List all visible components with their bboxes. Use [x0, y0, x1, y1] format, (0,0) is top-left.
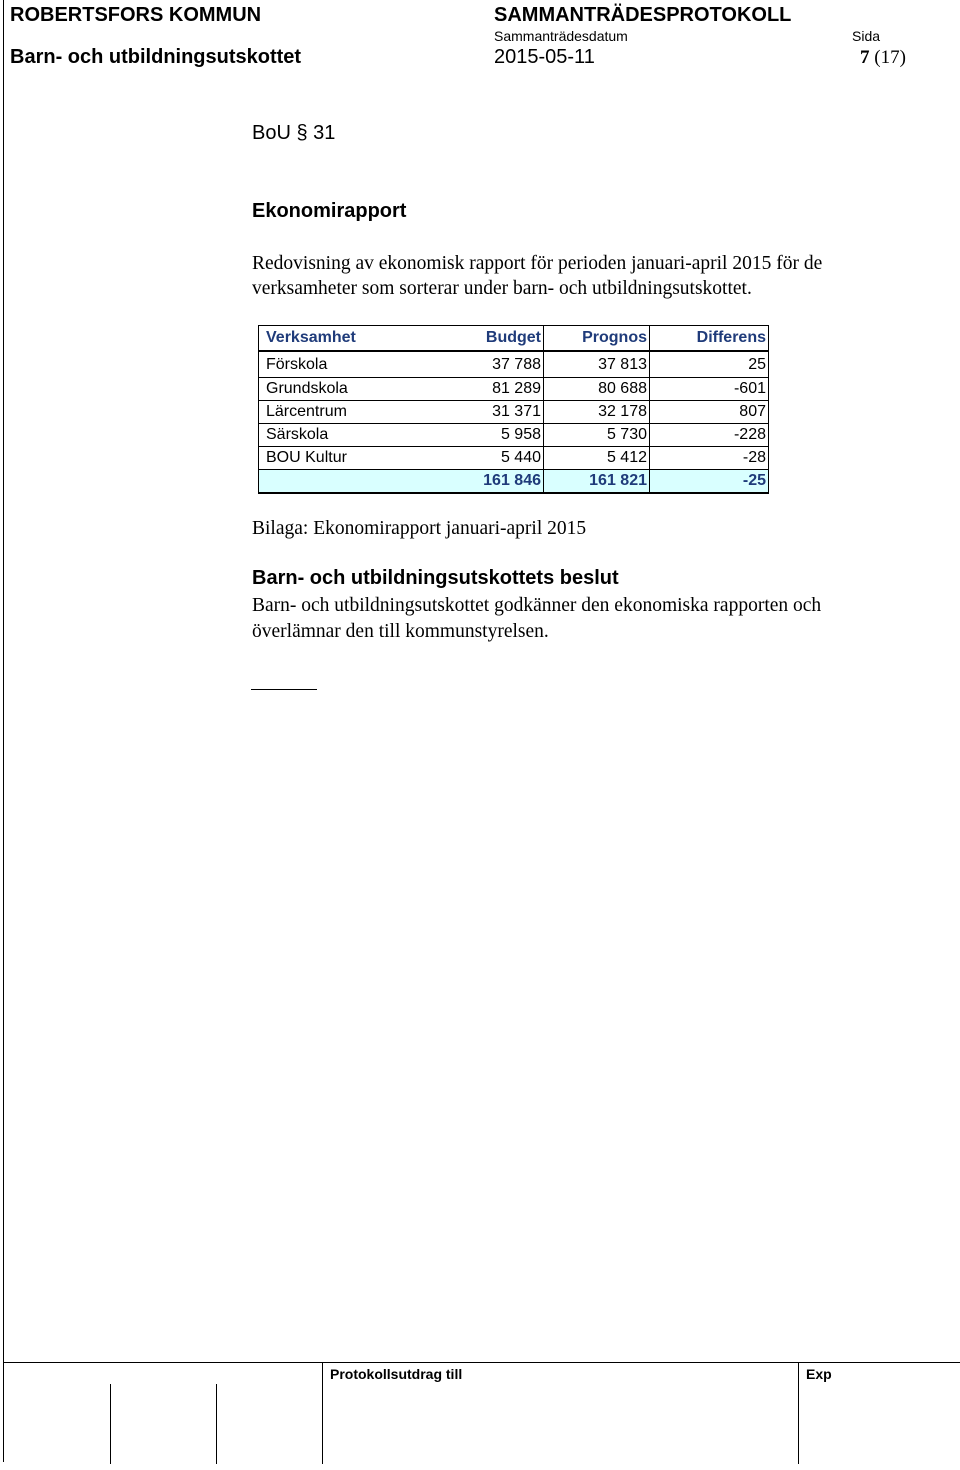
total-prognos: 161 821 [544, 470, 650, 494]
decision-line-1: Barn- och utbildningsutskottet godkänner den ekonomiska rapporten och [252, 595, 822, 616]
cell-budget: 31 371 [468, 401, 544, 424]
intro-line-2: verksamheter som sorterar under barn- och utbildningsutskottet. [252, 278, 752, 299]
cell-budget: 81 289 [468, 378, 544, 401]
cell-differens: 807 [650, 401, 769, 424]
meeting-date-label: Sammanträdesdatum [494, 28, 628, 44]
page-label: Sida [852, 28, 881, 44]
decision-line-2: överlämnar den till kommunstyrelsen. [252, 621, 549, 642]
cell-verksamhet: BOU Kultur [259, 447, 469, 470]
cell-differens: -228 [650, 424, 769, 447]
cell-differens: -601 [650, 378, 769, 401]
cell-prognos: 5 730 [544, 424, 650, 447]
cell-budget: 5 440 [468, 447, 544, 470]
municipality-name: ROBERTSFORS KOMMUN [10, 4, 262, 26]
meeting-date: 2015-05-11 [494, 46, 595, 68]
committee-name: Barn- och utbildningsutskottet [10, 46, 302, 68]
cell-prognos: 37 813 [544, 351, 650, 378]
section-number: BoU § 31 [252, 122, 336, 144]
table-row [259, 401, 769, 424]
attachment-note: Bilaga: Ekonomirapport januari-april 2015 [252, 518, 587, 539]
cell-verksamhet: Förskola [259, 351, 469, 378]
cell-verksamhet: Lärcentrum [259, 401, 469, 424]
cell-verksamhet: Särskola [259, 424, 469, 447]
decision-paragraph [252, 593, 821, 645]
cell-verksamhet: Grundskola [259, 378, 469, 401]
table-row [259, 351, 769, 378]
total-differens: -25 [650, 470, 769, 494]
intro-line-1: Redovisning av ekonomisk rapport för perioden januari-april 2015 för de [252, 253, 823, 274]
cell-prognos: 5 412 [544, 447, 650, 470]
section-heading: Ekonomirapport [252, 200, 407, 222]
left-margin-line [3, 0, 4, 1462]
cell-prognos: 32 178 [544, 401, 650, 424]
table-row [259, 424, 769, 447]
footer-divider-3 [322, 1362, 323, 1464]
table-row [259, 447, 769, 470]
document-title: SAMMANTRÄDESPROTOKOLL [494, 4, 792, 26]
footer-divider-2 [216, 1384, 217, 1464]
col-header-verksamhet: Verksamhet [259, 326, 469, 352]
page-current: 7 [860, 47, 870, 68]
page-number [860, 47, 906, 69]
extract-recipients-label: Protokollsutdrag till [330, 1366, 463, 1382]
table-row [259, 378, 769, 401]
cell-budget: 5 958 [468, 424, 544, 447]
total-budget: 161 846 [468, 470, 544, 494]
exp-label: Exp [806, 1366, 832, 1382]
table-header-row [259, 326, 769, 352]
table-total-row [259, 470, 769, 494]
total-label-cell [259, 470, 469, 494]
col-header-budget: Budget [468, 326, 544, 352]
cell-differens: 25 [650, 351, 769, 378]
page-total: (17) [874, 47, 906, 68]
footer-divider-1 [110, 1384, 111, 1464]
cell-differens: -28 [650, 447, 769, 470]
decision-heading: Barn- och utbildningsutskottets beslut [252, 567, 619, 589]
cell-prognos: 80 688 [544, 378, 650, 401]
budget-table [258, 325, 769, 494]
intro-paragraph [252, 251, 822, 301]
cell-budget: 37 788 [468, 351, 544, 378]
col-header-differens: Differens [650, 326, 769, 352]
section-end-rule [251, 689, 317, 690]
footer-divider-4 [798, 1362, 799, 1464]
col-header-prognos: Prognos [544, 326, 650, 352]
footer-top-line [3, 1362, 960, 1363]
